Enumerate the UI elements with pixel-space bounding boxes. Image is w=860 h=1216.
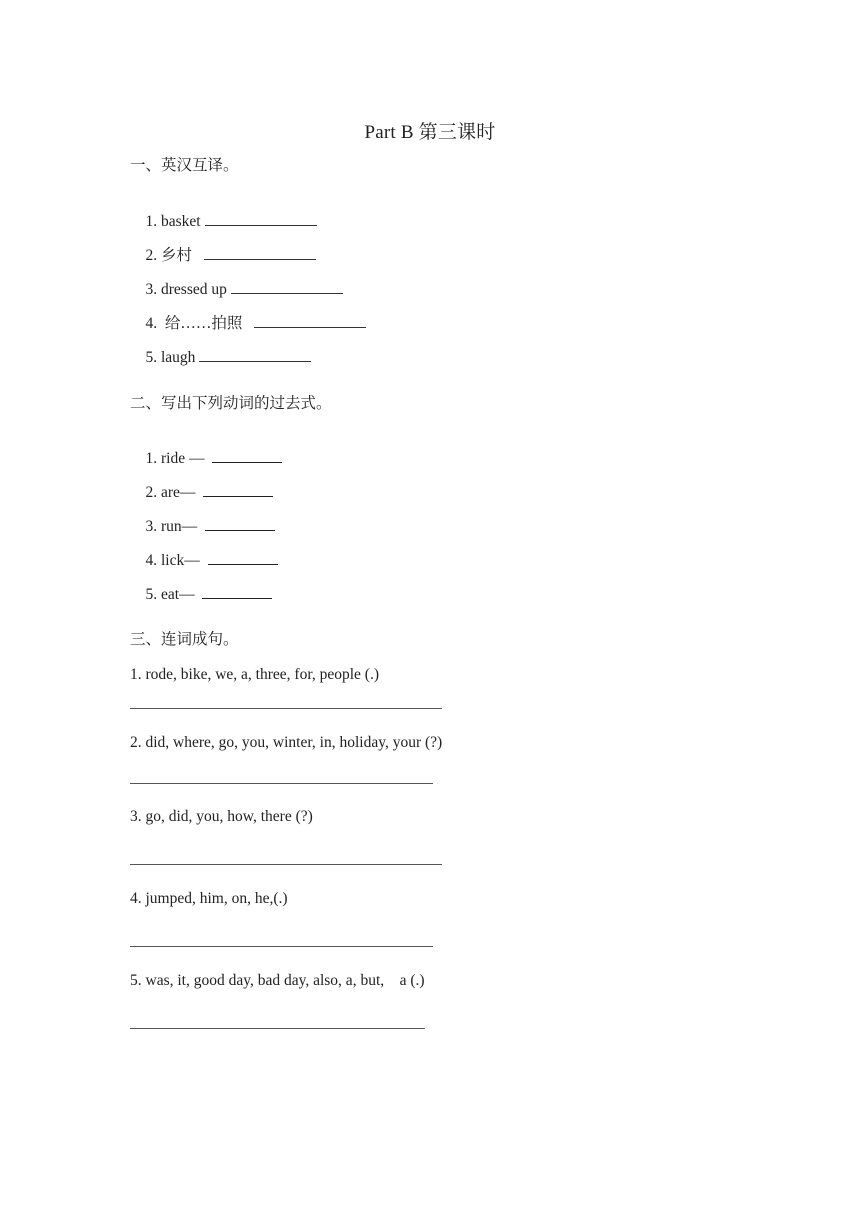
section3-item-4: 4. jumped, him, on, he,(.) (130, 890, 288, 907)
item-text: 5. laugh (145, 349, 196, 366)
item-text: 1. ride — (145, 450, 209, 467)
answer-blank[interactable] (203, 482, 273, 497)
answer-blank[interactable] (254, 313, 366, 328)
answer-blank[interactable] (205, 516, 275, 531)
section1-item-5 (130, 327, 311, 388)
section2-heading: 二、写出下列动词的过去式。 (130, 395, 332, 412)
item-text: 2. are— (145, 484, 200, 501)
answer-blank[interactable] (231, 279, 343, 294)
item-text: 4. lick— (145, 552, 204, 569)
item-text: 3. dressed up (145, 281, 227, 298)
section1-heading: 一、英汉互译。 (130, 157, 239, 174)
answer-blank[interactable] (205, 211, 317, 226)
answer-blank[interactable] (212, 448, 282, 463)
answer-line[interactable] (130, 864, 442, 865)
page-title: Part B 第三课时 (364, 122, 496, 143)
section3-item-2: 2. did, where, go, you, winter, in, holiday, your (?) (130, 734, 443, 751)
answer-blank[interactable] (204, 245, 316, 260)
section3-heading: 三、连词成句。 (130, 631, 239, 648)
section3-item-5: 5. was, it, good day, bad day, also, a, but, a (.) (130, 972, 425, 989)
answer-line[interactable] (130, 1028, 425, 1029)
answer-blank[interactable] (208, 550, 278, 565)
answer-blank[interactable] (202, 584, 272, 599)
item-text: 3. run— (145, 518, 202, 535)
section3-item-1: 1. rode, bike, we, a, three, for, people (.) (130, 666, 379, 683)
answer-blank[interactable] (199, 347, 311, 362)
answer-line[interactable] (130, 946, 433, 947)
section3-item-3: 3. go, did, you, how, there (?) (130, 808, 313, 825)
answer-line[interactable] (130, 708, 442, 709)
section2-item-5 (130, 564, 272, 625)
item-text: 5. eat— (145, 586, 199, 603)
item-text: 2. 乡村 (145, 247, 196, 264)
item-text: 4. 给……拍照 (145, 315, 247, 332)
item-text: 1. basket (145, 213, 201, 230)
answer-line[interactable] (130, 783, 433, 784)
